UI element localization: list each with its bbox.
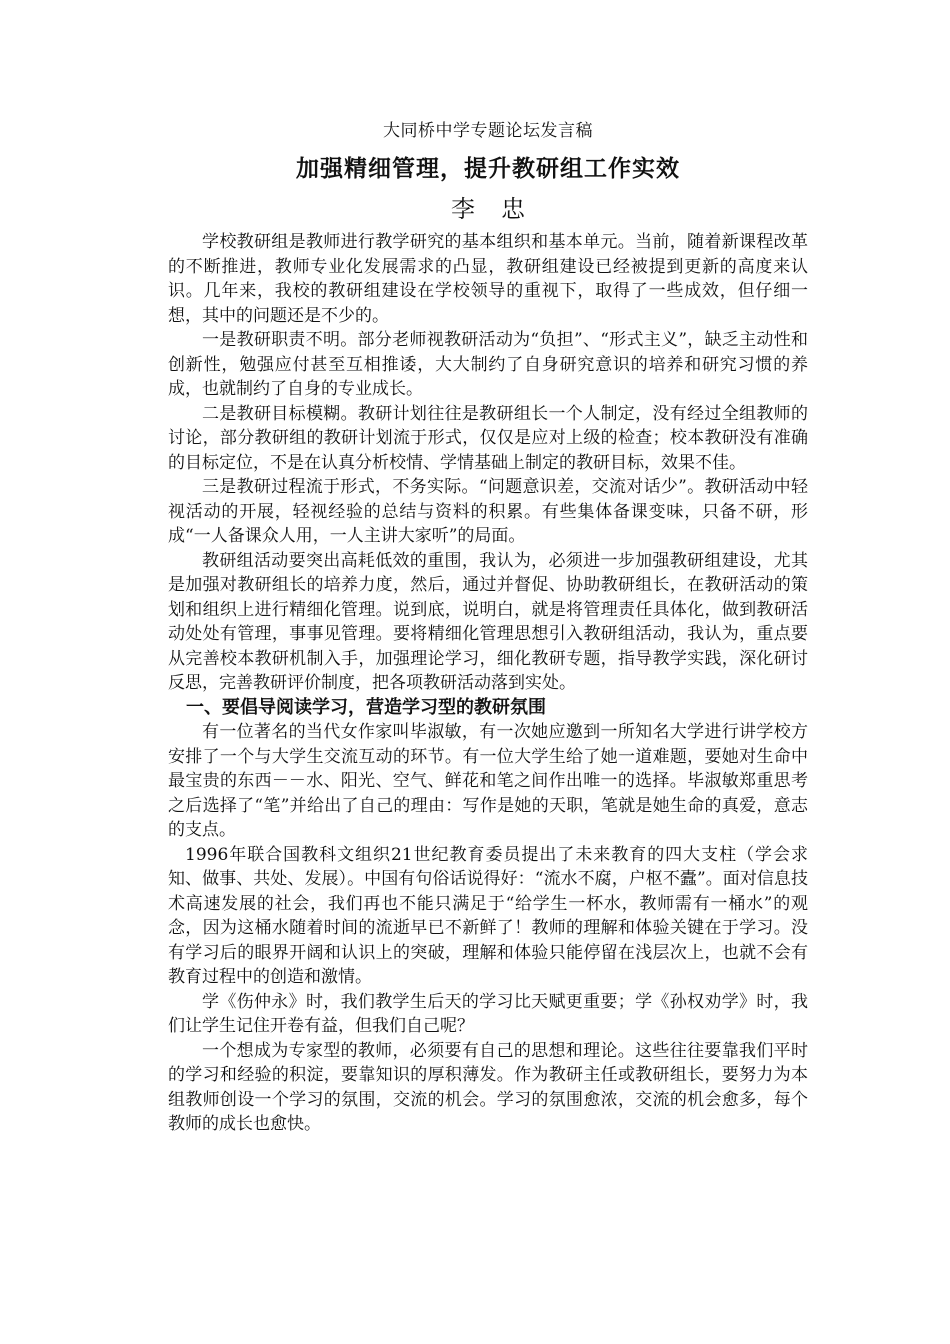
paragraph-problem-2: 二是教研目标模糊。教研计划往往是教研组长一个人制定，没有经过全组教师的讨论，部分教研组的教研计划流于形式，仅仅是应对上级的检查；校本教研没有准确的目标定位，不是在认真分析校情、学情基础上制定的教研目标，效果不佳。 bbox=[168, 403, 808, 473]
paragraph-unesco: 1996年联合国教科文组织21世纪教育委员提出了未来教育的四大支柱（学会求知、做事、共处、发展）。中国有句俗话说得好：“流水不腐，户枢不蠹”。面对信息技术高速发展的社会，我们再也不能只满足于“给学生一杯水，教师需有一桶水”的观念，因为这桶水随着时间的流逝早已不新鲜了！教师的理解和体验关键在于学习。没有学习后的眼界开阔和认识上的突破，理解和体验只能停留在浅层次上，也就不会有教育过程中的创造和激情。 bbox=[168, 844, 808, 987]
section-heading-1: 一、要倡导阅读学习，营造学习型的教研氛围 bbox=[186, 696, 546, 718]
paragraph-story: 有一位著名的当代女作家叫毕淑敏，有一次她应邀到一所知名大学进行讲学校方安排了一个与大学生交流互动的环节。有一位大学生给了她一道难题，要她对生命中最宝贵的东西－－水、阳光、空气、鲜花和笔之间作出唯一的选择。毕淑敏郑重思考之后选择了“笔”并给出了自己的理由：写作是她的天职，笔就是她生命的真爱，意志的支点。 bbox=[168, 722, 808, 840]
document-subtitle: 大同桥中学专题论坛发言稿 bbox=[383, 121, 593, 141]
paragraph-lessons: 学《伤仲永》时，我们教学生后天的学习比天赋更重要；学《孙权劝学》时，我们让学生记住开卷有益，但我们自己呢？ bbox=[168, 991, 808, 1036]
paragraph-expert-teacher: 一个想成为专家型的教师，必须要有自己的思想和理论。这些往往要靠我们平时的学习和经验的积淀，要靠知识的厚积薄发。作为教研主任或教研组长，要努力为本组教师创设一个学习的氛围，交流的机会。学习的氛围愈浓，交流的机会愈多，每个教师的成长也愈快。 bbox=[168, 1040, 808, 1134]
paragraph-problem-3: 三是教研过程流于形式，不务实际。“问题意识差，交流对话少”。教研活动中轻视活动的开展，轻视经验的总结与资料的积累。有些集体备课变味，只备不研，形成“一人备课众人用，一人主讲大家听”的局面。 bbox=[168, 477, 808, 546]
paragraph-intro: 学校教研组是教师进行教学研究的基本组织和基本单元。当前，随着新课程改革的不断推进，教师专业化发展需求的凸显，教研组建设已经被提到更新的高度来认识。几年来，我校的教研组建设在学校领导的重视下，取得了一些成效，但仔细一想，其中的问题还是不少的。 bbox=[168, 232, 808, 326]
document-body bbox=[168, 230, 808, 1137]
document-title: 加强精细管理，提升教研组工作实效 bbox=[296, 156, 680, 182]
document-page bbox=[168, 118, 808, 1137]
paragraph-proposal: 教研组活动要突出高耗低效的重围，我认为，必须进一步加强教研组建设，尤其是加强对教研组长的培养力度，然后，通过并督促、协助教研组长，在教研活动的策划和组织上进行精细化管理。说到底，说明白，就是将管理责任具体化，做到教研活动处处有管理，事事见管理。要将精细化管理思想引入教研组活动，我认为，重点要从完善校本教研机制入手，加强理论学习，细化教研专题，指导教学实践，深化研讨反思，完善教研评价制度，把各项教研活动落到实处。 bbox=[168, 550, 808, 693]
paragraph-problem-1: 一是教研职责不明。部分老师视教研活动为“负担”、“形式主义”，缺乏主动性和创新性，勉强应付甚至互相推诿，大大制约了自身研究意识的培养和研究习惯的养成，也就制约了自身的专业成长。 bbox=[168, 330, 808, 399]
document-author: 李忠 bbox=[451, 195, 551, 223]
